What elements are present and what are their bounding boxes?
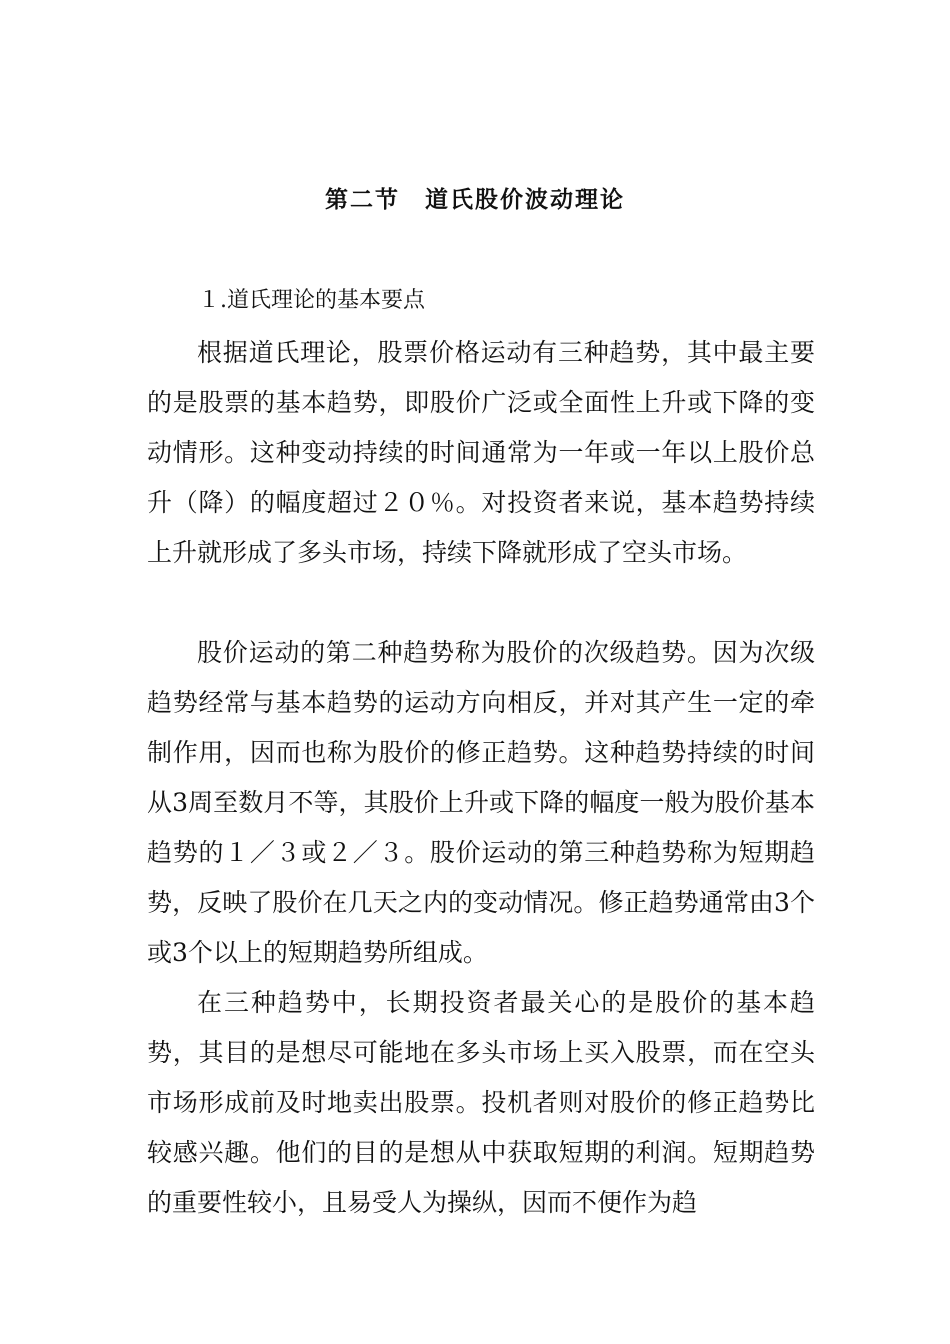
paragraph-secondary-trend: 股价运动的第二种趋势称为股价的次级趋势。因为次级趋势经常与基本趋势的运动方向相反，并对其产生一定的牵制作用，因而也称为股价的修正趋势。这种趋势持续的时间从3周至数月不等，其股价上升或下降的幅度一般为股价基本趋势的１／３或２／３。股价运动的第三种趋势称为短期趋势，反映了股价在几天之内的变动情况。修正趋势通常由3个或3个以上的短期趋势所组成。 [147, 638, 815, 967]
paragraph-primary-trend: 根据道氏理论，股票价格运动有三种趋势，其中最主要的是股票的基本趋势，即股价广泛或全面性上升或下降的变动情形。这种变动持续的时间通常为一年或一年以上股价总升（降）的幅度超过２０％。对投资者来说，基本趋势持续上升就形成了多头市场，持续下降就形成了空头市场。 [147, 338, 815, 567]
paragraph-investor-focus: 在三种趋势中，长期投资者最关心的是股价的基本趋势，其目的是想尽可能地在多头市场上买入股票，而在空头市场形成前及时地卖出股票。投机者则对股价的修正趋势比较感兴趣。他们的目的是想从中获取短期的利润。短期趋势的重要性较小，且易受人为操纵，因而不便作为趋 [147, 988, 815, 1217]
subsection-heading: １.道氏理论的基本要点 [198, 288, 425, 313]
section-title: 第二节 道氏股价波动理论 [325, 186, 625, 213]
